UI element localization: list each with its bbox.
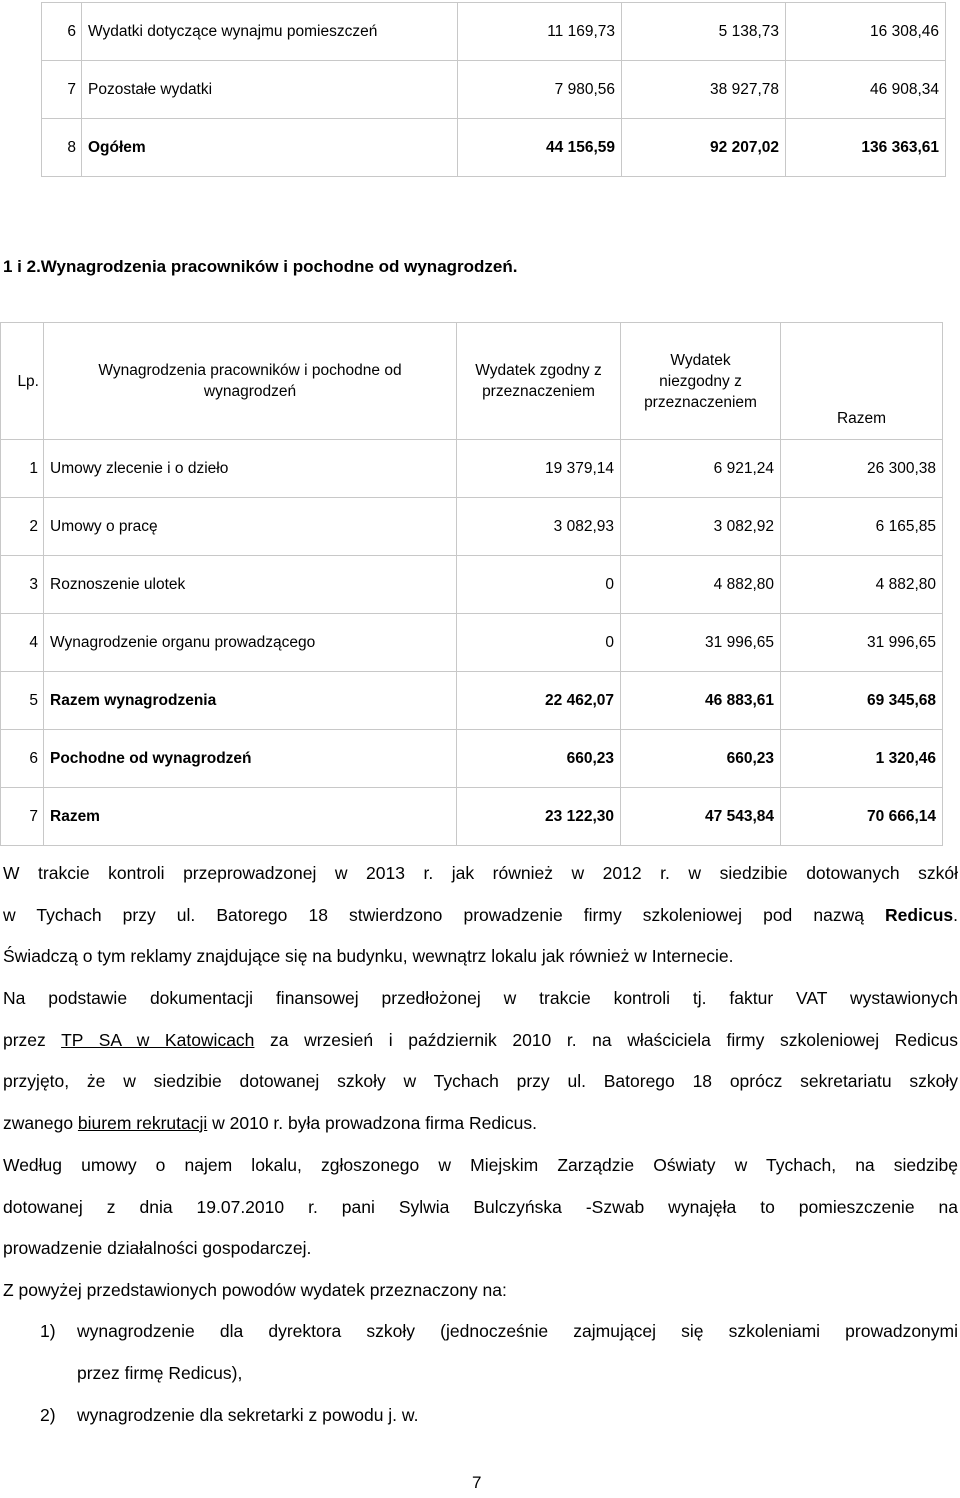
underlined-text: TP SA w Katowicach	[61, 1029, 255, 1050]
row-label: Wynagrodzenie organu prowadzącego	[44, 614, 457, 672]
table-row	[42, 61, 946, 119]
value-noncompliant: 46 883,61	[621, 672, 781, 730]
row-number: 7	[42, 61, 82, 119]
list-number: 2)	[40, 1405, 56, 1425]
header-description: Wynagrodzenia pracowników i pochodne od wynagrodzeń	[44, 323, 457, 440]
page-number: 7	[472, 1473, 482, 1492]
table-row	[1, 614, 943, 672]
row-number: 4	[1, 614, 44, 672]
value-noncompliant: 5 138,73	[622, 3, 786, 61]
row-label: Razem wynagrodzenia	[44, 672, 457, 730]
row-number: 8	[42, 119, 82, 177]
list-item-line: przez firmę Redicus),	[77, 1362, 243, 1383]
row-label: Umowy o pracę	[44, 498, 457, 556]
row-label: Ogółem	[82, 119, 458, 177]
value-compliant: 0	[457, 614, 621, 672]
value-compliant: 3 082,93	[457, 498, 621, 556]
table-row	[42, 119, 946, 177]
row-label: Umowy zlecenie i o dzieło	[44, 440, 457, 498]
value-compliant: 7 980,56	[458, 61, 622, 119]
value-total: 1 320,46	[781, 730, 943, 788]
paragraph-line: Świadczą o tym reklamy znajdujące się na budynku, wewnątrz lokalu jak również w Internecie.	[3, 946, 734, 966]
value-total: 4 882,80	[781, 556, 943, 614]
header-noncompliant: Wydatek niezgodny z przeznaczeniem	[621, 323, 781, 440]
list-item-line: wynagrodzenie dla dyrektora szkoły (jednocześnie zajmującej się szkoleniami prowadzonymi	[77, 1321, 958, 1341]
expenses-table-continued	[41, 2, 946, 177]
list-item	[40, 1395, 958, 1437]
row-label: Pochodne od wynagrodzeń	[44, 730, 457, 788]
value-total: 16 308,46	[786, 3, 946, 61]
paragraph-line: przez TP SA w Katowicach za wrzesień i październik 2010 r. na właściciela firmy szkoleniowej Redicus	[3, 1029, 959, 1050]
row-number: 2	[1, 498, 44, 556]
value-compliant: 23 122,30	[457, 788, 621, 846]
value-noncompliant: 4 882,80	[621, 556, 781, 614]
paragraph-line: dotowanej z dnia 19.07.2010 r. pani Sylwia Bulczyńska -Szwab wynajęła to pomieszczenie na	[3, 1196, 958, 1217]
row-label: Wydatki dotyczące wynajmu pomieszczeń	[82, 3, 458, 61]
table-row	[1, 556, 943, 614]
value-noncompliant: 92 207,02	[622, 119, 786, 177]
value-noncompliant: 31 996,65	[621, 614, 781, 672]
value-total: 69 345,68	[781, 672, 943, 730]
table-row	[42, 3, 946, 61]
list-item	[40, 1311, 958, 1394]
row-number: 6	[42, 3, 82, 61]
value-compliant: 22 462,07	[457, 672, 621, 730]
row-number: 7	[1, 788, 44, 846]
salary-table	[0, 322, 943, 846]
paragraph-line: prowadzenie działalności gospodarczej.	[3, 1238, 312, 1258]
value-compliant: 44 156,59	[458, 119, 622, 177]
list-number: 1)	[40, 1321, 56, 1341]
row-label: Razem	[44, 788, 457, 846]
value-total: 26 300,38	[781, 440, 943, 498]
value-compliant: 660,23	[457, 730, 621, 788]
paragraph-inspection	[3, 853, 958, 978]
value-compliant: 0	[457, 556, 621, 614]
row-number: 5	[1, 672, 44, 730]
underlined-text: biurem rekrutacji	[77, 1112, 208, 1133]
paragraph-line: zwanego biurem rekrutacji w 2010 r. była prowadzona firma Redicus.	[3, 1112, 538, 1133]
row-label: Roznoszenie ulotek	[44, 556, 457, 614]
table-row	[1, 498, 943, 556]
list-item-line: wynagrodzenie dla sekretarki z powodu j. w.	[77, 1405, 419, 1425]
value-noncompliant: 660,23	[621, 730, 781, 788]
paragraph-line: Według umowy o najem lokalu, zgłoszonego w Miejskim Zarządzie Oświaty w Tychach, na siedzibę	[3, 1155, 958, 1175]
value-total: 136 363,61	[786, 119, 946, 177]
header-compliant: Wydatek zgodny z przeznaczeniem	[457, 323, 621, 440]
table-row	[1, 440, 943, 498]
paragraph-line: Z powyżej przedstawionych powodów wydatek przeznaczony na:	[3, 1280, 507, 1300]
row-number: 1	[1, 440, 44, 498]
value-noncompliant: 38 927,78	[622, 61, 786, 119]
value-compliant: 11 169,73	[458, 3, 622, 61]
table-row	[1, 672, 943, 730]
value-noncompliant: 47 543,84	[621, 788, 781, 846]
header-total: Razem	[781, 323, 943, 440]
row-number: 6	[1, 730, 44, 788]
value-noncompliant: 3 082,92	[621, 498, 781, 556]
row-number: 3	[1, 556, 44, 614]
value-total: 6 165,85	[781, 498, 943, 556]
header-lp: Lp.	[1, 323, 44, 440]
paragraph-line: przyjęto, że w siedzibie dotowanej szkoły w Tychach przy ul. Batorego 18 oprócz sekretariatu szkoły	[3, 1071, 958, 1091]
value-total: 46 908,34	[786, 61, 946, 119]
value-compliant: 19 379,14	[457, 440, 621, 498]
value-noncompliant: 6 921,24	[621, 440, 781, 498]
value-total: 70 666,14	[781, 788, 943, 846]
paragraph-invoices	[3, 978, 958, 1144]
paragraph-lease	[3, 1145, 958, 1270]
paragraph-conclusion	[3, 1270, 958, 1312]
paragraph-line: W trakcie kontroli przeprowadzonej w 2013 r. jak również w 2012 r. w siedzibie dotowanych szkół	[3, 863, 958, 883]
table-row	[1, 730, 943, 788]
paragraph-line: w Tychach przy ul. Batorego 18 stwierdzono prowadzenie firmy szkoleniowej pod nazwą Redicus.	[3, 904, 958, 925]
section-heading: 1 i 2.Wynagrodzenia pracowników i pochodne od wynagrodzeń.	[3, 257, 518, 276]
row-label: Pozostałe wydatki	[82, 61, 458, 119]
value-total: 31 996,65	[781, 614, 943, 672]
salary-table-header	[1, 323, 943, 440]
paragraph-line: Na podstawie dokumentacji finansowej przedłożonej w trakcie kontroli tj. faktur VAT wystawionych	[3, 988, 958, 1008]
table-row	[1, 788, 943, 846]
company-name-bold: Redicus	[885, 904, 954, 925]
